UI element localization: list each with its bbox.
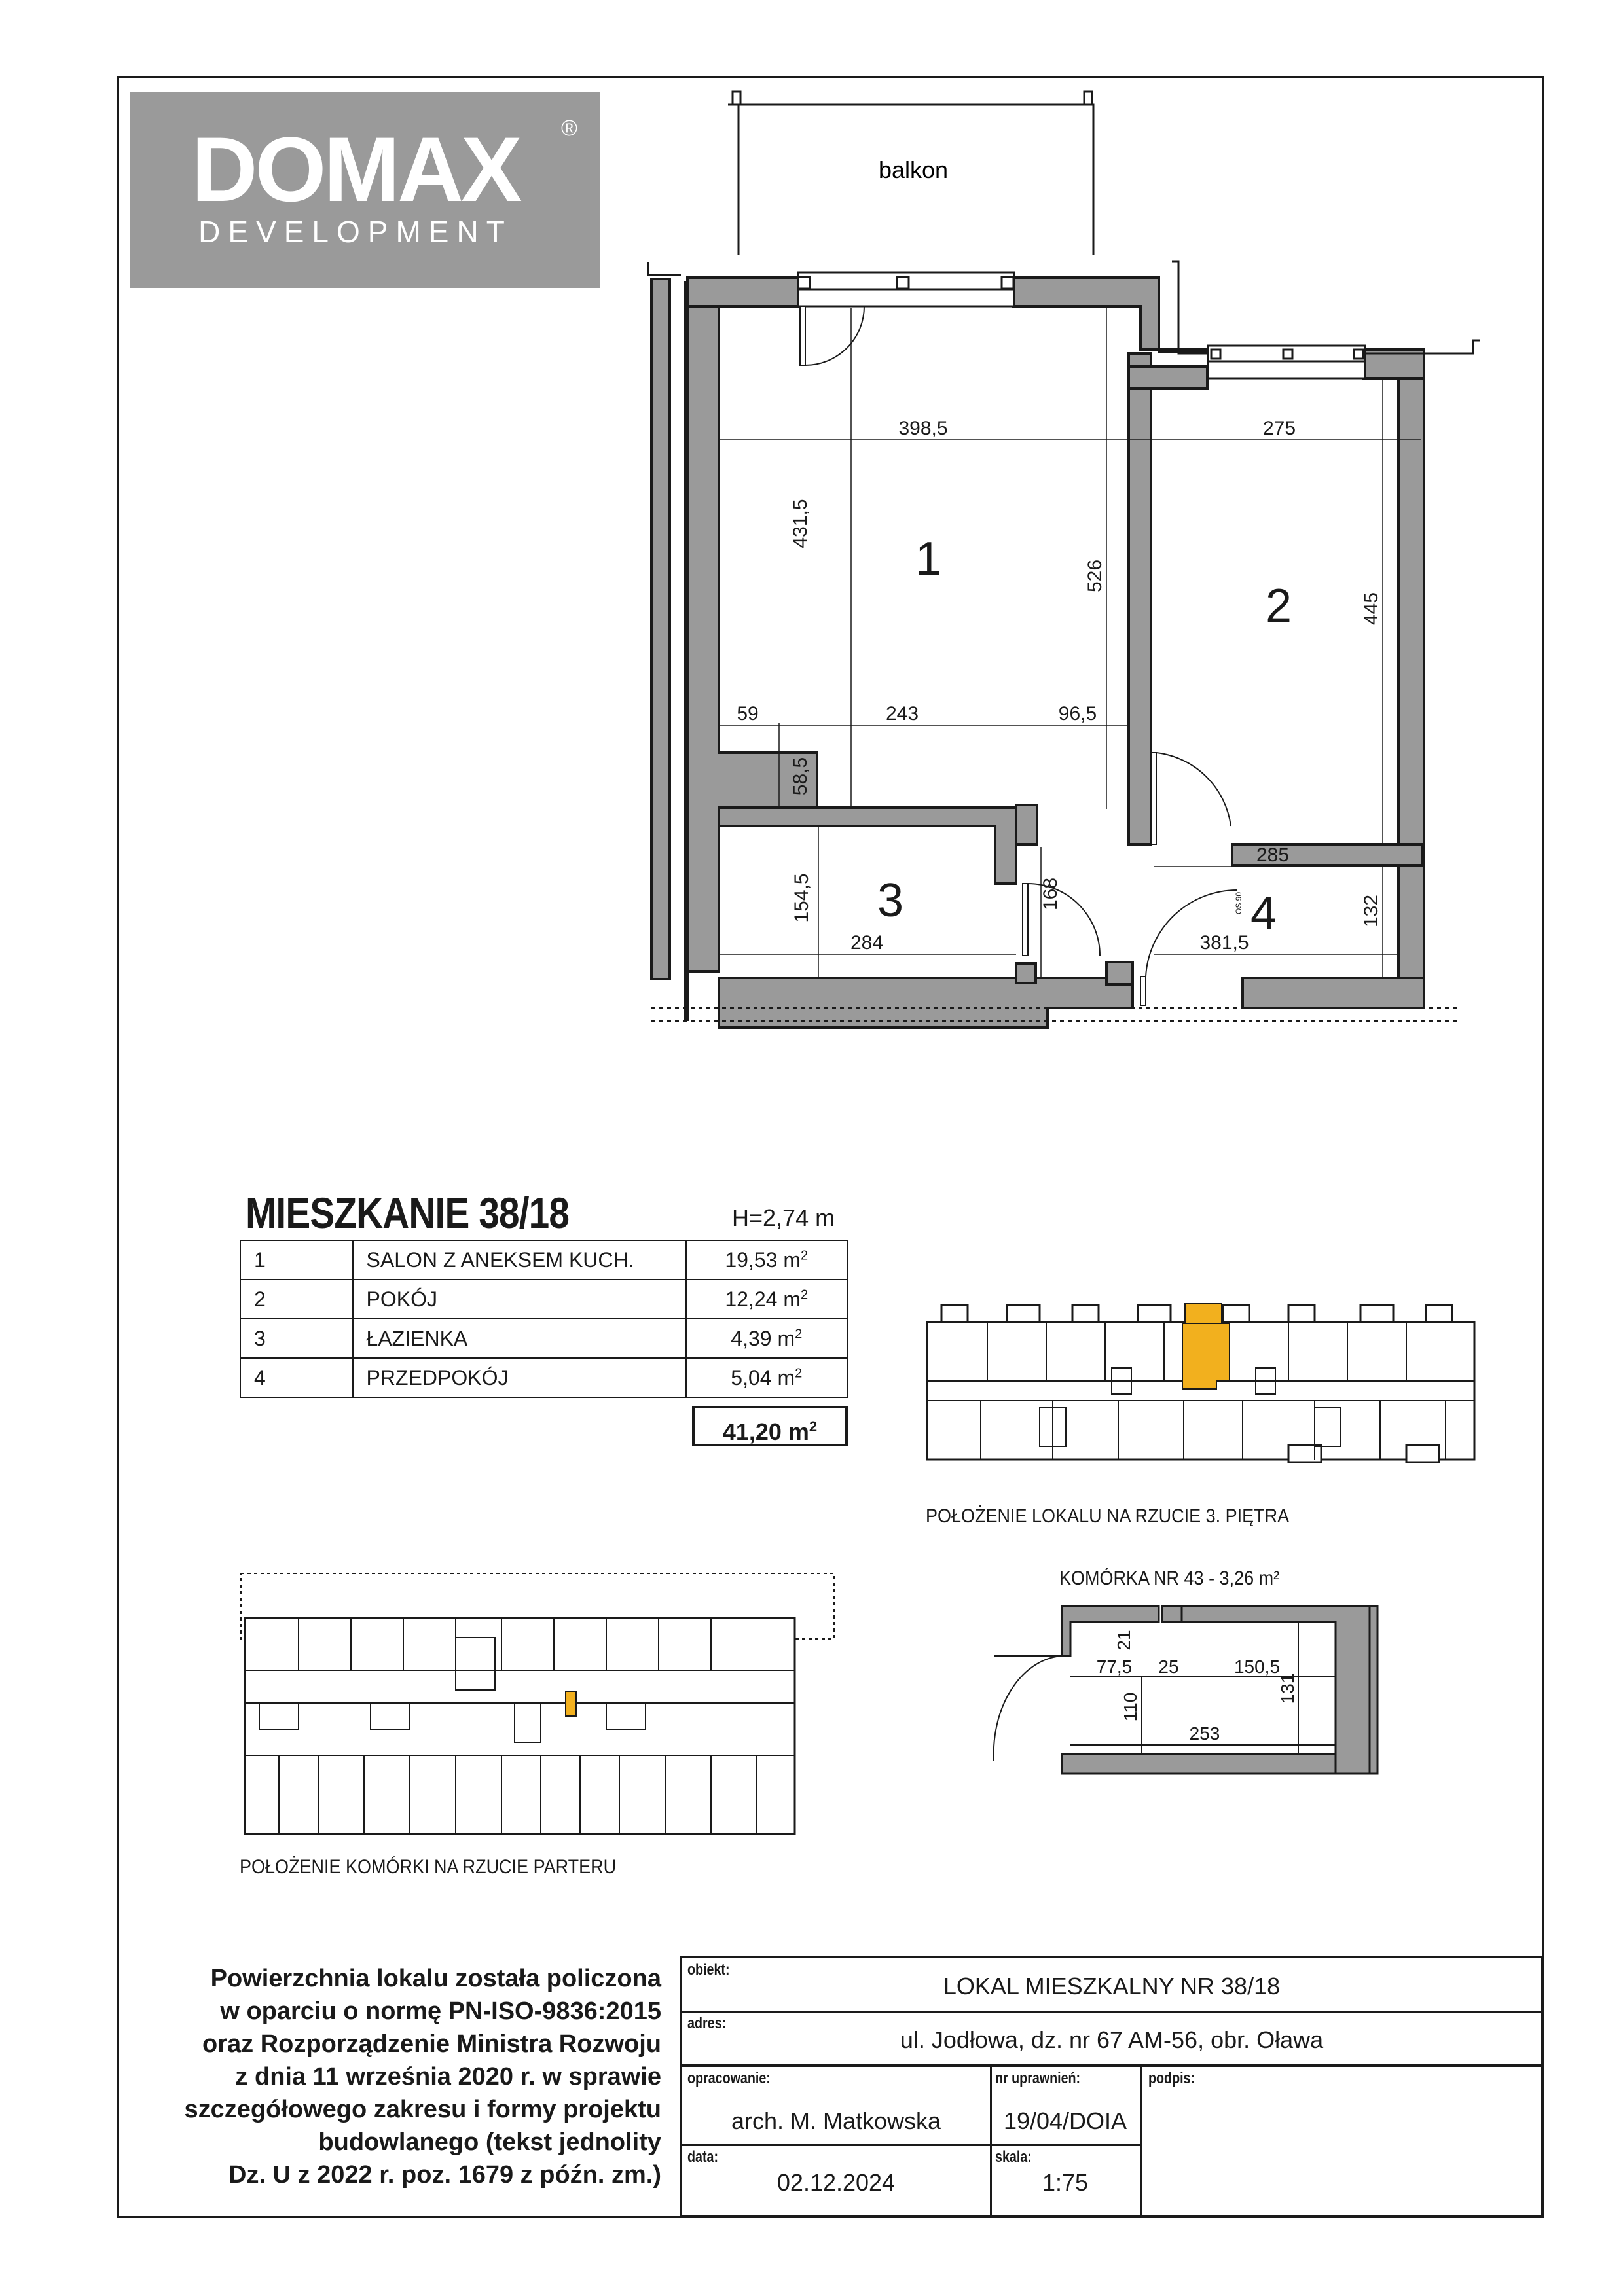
room-name: POKÓJ xyxy=(353,1280,686,1319)
storage-dim: 150,5 xyxy=(1233,1657,1281,1677)
room-no: 1 xyxy=(240,1240,353,1280)
table-row xyxy=(240,1280,847,1319)
skala-value: 1:75 xyxy=(1042,2169,1089,2196)
note-line: Dz. U z 2022 r. poz. 1679 z późn. zm.) xyxy=(228,2161,661,2189)
room-number-3: 3 xyxy=(877,874,904,927)
dim-text: 59 xyxy=(737,703,759,725)
storage-dim: 21 xyxy=(1114,1630,1134,1651)
floor-location-plan xyxy=(922,1302,1480,1466)
data-label: data: xyxy=(687,2148,719,2166)
dim-text: OS 90 xyxy=(1234,891,1243,915)
storage-dim: 77,5 xyxy=(1096,1657,1133,1677)
podpis-label: podpis: xyxy=(1148,2070,1195,2087)
room-name: SALON Z ANEKSEM KUCH. xyxy=(353,1240,686,1280)
dim-text: 275 xyxy=(1262,418,1296,439)
note-line: budowlanego (tekst jednolity xyxy=(318,2128,661,2156)
room-area: 19,53 $m^2$ xyxy=(686,1240,848,1280)
room-name: PRZEDPOKÓJ xyxy=(353,1358,686,1397)
dim-text: 431,5 xyxy=(790,499,811,548)
apartment-floor-plan xyxy=(642,79,1486,1034)
adres-value: ul. Jodłowa, dz. nr 67 AM-56, obr. Oława xyxy=(900,2026,1324,2053)
dim-text: 445 xyxy=(1360,592,1382,626)
storage-plan xyxy=(969,1597,1388,1780)
table-row xyxy=(240,1240,847,1280)
storage-dim: 25 xyxy=(1158,1657,1179,1677)
apartment-title: MIESZKANIE 38/18 xyxy=(246,1189,570,1237)
area-calculation-note xyxy=(124,1962,661,2191)
dim-text: 154,5 xyxy=(791,873,812,923)
room-name: ŁAZIENKA xyxy=(353,1319,686,1358)
nr-uprawnien-label: nr uprawnień: xyxy=(995,2070,1081,2087)
dim-text: 398,5 xyxy=(898,418,948,439)
opracowanie-value: arch. M. Matkowska xyxy=(731,2108,941,2134)
rooms-table xyxy=(240,1240,848,1398)
room-no: 3 xyxy=(240,1319,353,1358)
obiekt-label: obiekt: xyxy=(687,1961,730,1979)
adres-label: adres: xyxy=(687,2015,727,2032)
storage-dim: 253 xyxy=(1189,1723,1220,1744)
floor-location-caption: POŁOŻENIE LOKALU NA RZUCIE 3. PIĘTRA xyxy=(926,1505,1290,1527)
storage-dim: 131 xyxy=(1277,1673,1298,1704)
ground-location-caption: POŁOŻENIE KOMÓRKI NA RZUCIE PARTERU xyxy=(240,1856,617,1878)
dim-text: 285 xyxy=(1256,844,1290,866)
domax-logo xyxy=(130,92,600,288)
data-value: 02.12.2024 xyxy=(776,2169,896,2196)
note-line: w oparciu o normę PN-ISO-9836:2015 xyxy=(220,1998,661,2025)
plan-walls xyxy=(651,278,1424,1028)
room-area: 12,24 $m^2$ xyxy=(686,1280,848,1319)
dim-text: 58,5 xyxy=(790,757,811,796)
room-area: 4,39 $m^2$ xyxy=(686,1319,848,1358)
logo-main-text: DOMAX xyxy=(191,118,520,221)
logo-registered-mark: ® xyxy=(560,116,577,141)
room-number-4: 4 xyxy=(1250,888,1277,940)
obiekt-value: LOKAL MIESZKALNY NR 38/18 xyxy=(943,1973,1281,2000)
highlight-apartment xyxy=(1182,1323,1230,1389)
highlight-balcony xyxy=(1185,1304,1222,1323)
balcony-label: balkon xyxy=(878,156,949,183)
dim-text: 526 xyxy=(1084,559,1106,593)
logo-sub-text: DEVELOPMENT xyxy=(198,215,513,249)
room-number-1: 1 xyxy=(915,533,942,585)
doors xyxy=(800,306,1237,1005)
dim-text: 168 xyxy=(1040,877,1061,911)
total-area: 41,20 $m^2$ xyxy=(692,1406,848,1446)
storage-dim: 110 xyxy=(1120,1692,1140,1722)
note-line: szczegółowego zakresu i formy projektu xyxy=(184,2096,661,2123)
dim-text: 381,5 xyxy=(1199,932,1249,954)
room-number-2: 2 xyxy=(1265,580,1292,632)
room-no: 2 xyxy=(240,1280,353,1319)
note-line: Powierzchnia lokalu została policzona xyxy=(210,1965,661,1992)
apartment-height: H=2,74 m xyxy=(732,1204,835,1231)
dim-text: 132 xyxy=(1360,894,1382,928)
room-area: 5,04 $m^2$ xyxy=(686,1358,848,1397)
dim-text: 284 xyxy=(850,932,884,954)
skala-label: skala: xyxy=(995,2148,1032,2166)
nr-uprawnien-value: 19/04/DOIA xyxy=(1003,2108,1127,2134)
note-line: z dnia 11 września 2020 r. w sprawie xyxy=(235,2063,661,2090)
table-row xyxy=(240,1358,847,1397)
dim-text: 96,5 xyxy=(1058,703,1097,725)
note-line: oraz Rozporządzenie Ministra Rozwoju xyxy=(202,2030,661,2058)
balcony xyxy=(648,92,1480,353)
storage-title: KOMÓRKA NR 43 - 3,26 m² xyxy=(1059,1568,1280,1589)
title-block xyxy=(680,1956,1544,2218)
highlight-storage xyxy=(566,1691,576,1716)
room-no: 4 xyxy=(240,1358,353,1397)
dim-text: 243 xyxy=(885,703,919,725)
opracowanie-label: opracowanie: xyxy=(687,2070,771,2087)
ground-floor-plan xyxy=(240,1572,835,1840)
table-row xyxy=(240,1319,847,1358)
